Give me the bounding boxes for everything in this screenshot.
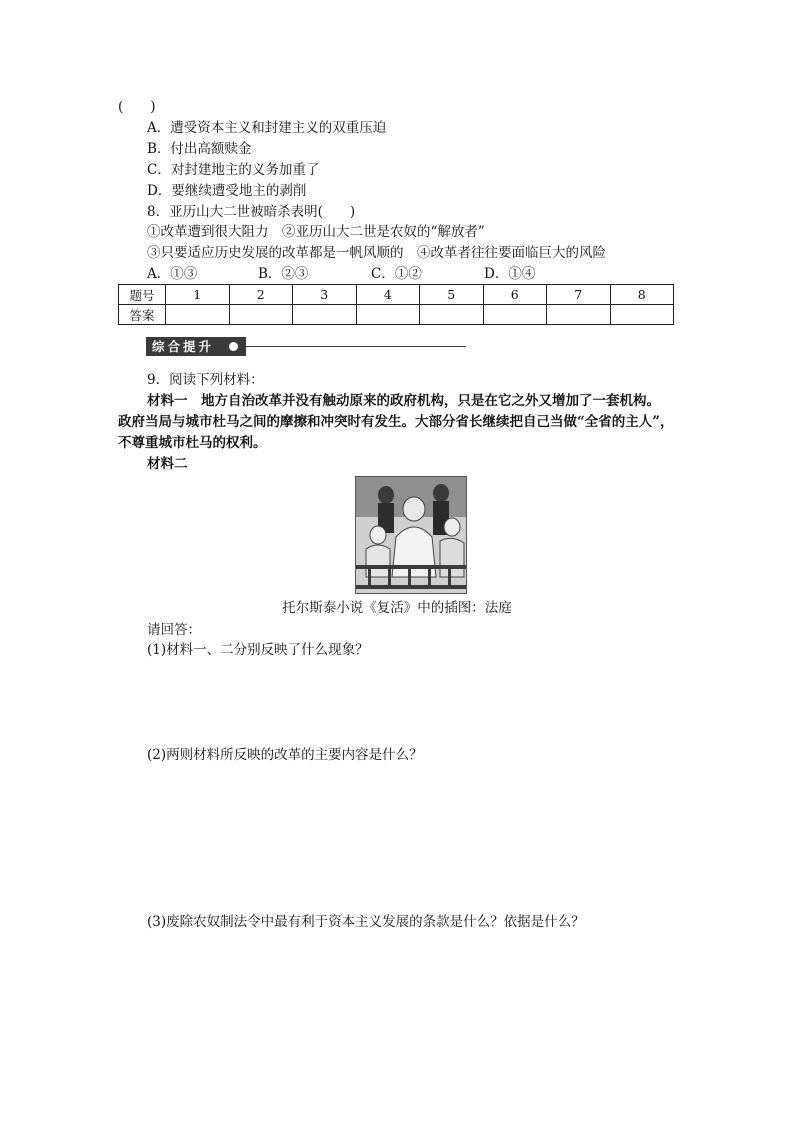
q8-statements-2: ③只要适应历史发展的改革都是一帆风顺的 ④改革者往往要面临巨大的风险 <box>147 245 606 261</box>
number-row-label: 题号 <box>119 285 166 305</box>
q7-option-c: C．对封建地主的义务加重了 <box>147 162 320 178</box>
answer-cell[interactable] <box>420 305 484 325</box>
q9-material1-line1: 材料一 地方自治改革并没有触动原来的政府机构，只是在它之外又增加了一套机构。 <box>147 393 660 409</box>
q8-statements-1: ①改革遭到很大阻力 ②亚历山大二世是农奴的“解放者” <box>147 224 485 240</box>
answer-cell[interactable] <box>293 305 357 325</box>
section-divider <box>246 346 466 347</box>
q9-sub2: (2)两则材料所反映的改革的主要内容是什么？ <box>147 747 423 763</box>
q8-option-d: D．①④ <box>484 266 536 282</box>
q7-option-d: D．要继续遭受地主的剥削 <box>147 183 307 199</box>
number-cell: 6 <box>483 285 547 305</box>
answer-cell[interactable] <box>356 305 420 325</box>
q9-intro: 9．阅读下列材料： <box>147 372 264 388</box>
answer-table-number-row <box>119 285 674 305</box>
answer-cell[interactable] <box>229 305 293 325</box>
q8-stem: 8．亚历山大二世被暗杀表明( ) <box>147 204 356 220</box>
q8-option-b: B．②③ <box>258 266 309 282</box>
courtroom-illustration <box>355 476 467 594</box>
q9-sub1: (1)材料一、二分别反映了什么现象？ <box>147 642 369 658</box>
number-cell: 7 <box>547 285 611 305</box>
answer-row-label: 答案 <box>119 305 166 325</box>
section-header: 综合提升 <box>146 337 246 356</box>
q9-sub3: (3)废除农奴制法令中最有利于资本主义发展的条款是什么？依据是什么？ <box>147 914 585 930</box>
q7-stem-tail: ( ) <box>118 99 156 115</box>
answer-table <box>118 284 674 325</box>
q9-material1-line3: 不尊重城市杜马的权利。 <box>118 435 267 451</box>
q8-option-a: A．①③ <box>147 266 198 282</box>
number-cell: 4 <box>356 285 420 305</box>
q7-option-b: B．付出高额赎金 <box>147 141 252 157</box>
q9-material1-line2: 政府当局与城市杜马之间的摩擦和冲突时有发生。大部分省长继续把自己当做“全省的主人”， <box>118 414 674 430</box>
q9-material2-label: 材料二 <box>147 456 188 472</box>
answer-cell[interactable] <box>166 305 230 325</box>
number-cell: 5 <box>420 285 484 305</box>
courtroom-sketch-icon <box>356 477 466 593</box>
section-bullet-icon <box>229 342 238 351</box>
q7-option-a: A．遭受资本主义和封建主义的双重压迫 <box>147 120 387 136</box>
number-cell: 8 <box>610 285 674 305</box>
answer-table-answer-row <box>119 305 674 325</box>
q8-option-c: C．①② <box>371 266 422 282</box>
illustration-caption: 托尔斯泰小说《复活》中的插图：法庭 <box>282 600 512 616</box>
number-cell: 1 <box>166 285 230 305</box>
answer-cell[interactable] <box>547 305 611 325</box>
answer-cell[interactable] <box>610 305 674 325</box>
q9-prompt: 请回答： <box>147 622 201 638</box>
number-cell: 3 <box>293 285 357 305</box>
number-cell: 2 <box>229 285 293 305</box>
answer-cell[interactable] <box>483 305 547 325</box>
